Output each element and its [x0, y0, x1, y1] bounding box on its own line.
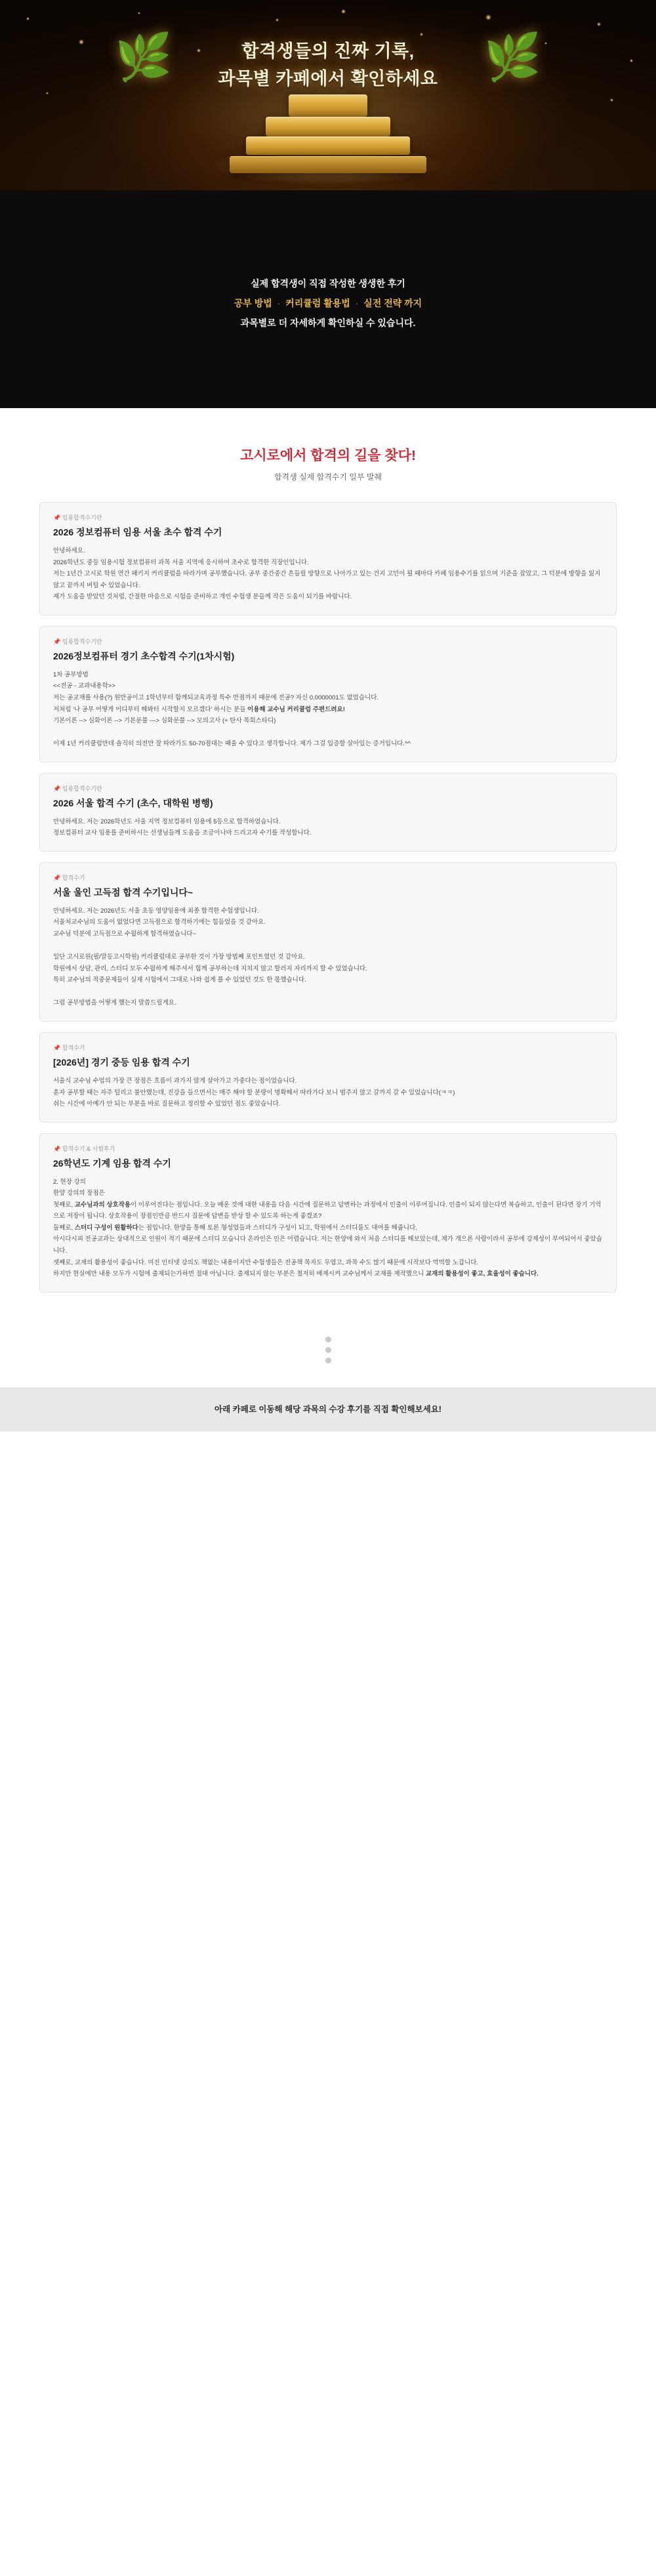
card-tagline	[53, 1043, 603, 1052]
footer-cta[interactable]	[0, 1388, 656, 1432]
sparkle-icon	[341, 9, 346, 14]
hero-title	[0, 38, 656, 93]
dot-3	[325, 1358, 331, 1363]
card-title[interactable]: 2026 서울 합격 수기 (초수, 대학원 병행)	[53, 797, 213, 808]
intro-line-3: 과목별로 더 자세하게 확인하실 수 있습니다.	[240, 318, 416, 328]
podium-tier-2	[266, 117, 390, 136]
list-item[interactable]	[39, 626, 617, 762]
card-tagline-text: 합격수기	[62, 874, 85, 881]
card-tagline-text: 합격수기 & 시험후기	[62, 1145, 115, 1152]
pin-icon: 📌	[53, 785, 61, 792]
intro-separator: ·	[277, 298, 281, 308]
review-card-list	[0, 502, 656, 1323]
card-tagline	[53, 873, 603, 882]
sparkle-icon	[420, 33, 423, 36]
intro-line-1: 실제 합격생이 직접 작성한 생생한 후기	[251, 278, 405, 289]
laurel-wreath-right-icon: 🌿	[483, 31, 541, 83]
page-subtitle: 합격생 실제 합격수기 일부 발췌	[274, 472, 382, 482]
scroll-dots-icon	[0, 1323, 656, 1388]
sparkle-icon	[276, 18, 279, 22]
card-title[interactable]: 서울 울인 고득점 합격 수기입니다~	[53, 886, 194, 898]
intro-keyword-strategy: 실전 전략	[363, 298, 402, 308]
intro-keyword-tail: 까지	[404, 298, 422, 308]
pin-icon: 📌	[53, 1145, 61, 1152]
sparkle-icon	[485, 14, 491, 20]
card-title[interactable]: 2026정보컴퓨터 경기 초수합격 수기(1차시험)	[53, 650, 235, 661]
page-title: 고시로에서 합격의 길을 찾다!	[240, 448, 416, 463]
card-body: 안녕하세요. 2026학년도 중등 임용시험 정보컴퓨터 과목 서울 지역에 응시하여 초수로 합격한 직장인입니다. 저는 1년간 고시로 학원 연간 패키지 커리큘럼을 따라가며 공부했습니다. 공부 중간중간 흔들릴 방향으로 나아가고 있는 건지 고민이 될 때마다 카페 임용수기를 읽으며 기준을 잡았고, 그 덕분에 방향을 잃지 않고 끝까지 버틸 수 있었습니다. 제가 도움을 받았던 것처럼, 간절한 마음으로 시험을 준비하고 개인 수험생 분들께 작은 도움이 되기를 바랍니다.	[53, 547, 601, 601]
pin-icon: 📌	[53, 638, 61, 645]
list-item[interactable]	[39, 1032, 617, 1123]
hero-title-line-1: 합격생들의 진짜 기록,	[241, 41, 415, 61]
card-tagline-text: 임용합격수기란	[62, 638, 102, 645]
intro-copy-block	[0, 190, 656, 408]
intro-line-2	[0, 297, 656, 310]
list-item[interactable]	[39, 1133, 617, 1293]
card-tagline	[53, 513, 603, 522]
card-tagline-text: 합격수기	[62, 1044, 85, 1051]
intro-keyword-study-method: 공부 방법	[234, 298, 272, 308]
card-body: 안녕하세요. 저는 2026년도 서울 초등 영양임용에 최종 합격한 수험생입니다. 서울처교수님의 도움이 없었다면 고득점으로 합격하기에는 힘들었을 것 같아요. 교수님 덕분에 고득점으로 수월하게 합격하였습니다~ 일단 고시로원(필/말등고시학원) 커리큘럼대로 공부한 것이 가장 방법째 포인트였던 것 같아요. 학원에서 상담, 관리, 스터디 모두 수월하게 해주셔서 힘께 공부하는데 지치지 않고 할러지 자리까지 할 수 있었습니다. 특히 교수님의 적중문제들이 실제 시험에서 그대로 나와 쉽게 풀 수 있었던 것도 한 몫했습니다. 그럼 공부방법을 어떻게 했는지 말씀드릴게요.	[53, 907, 367, 1007]
footer-cta-text: 아래 카페로 이동해 해당 과목의 수강 후기를 직접 확인해보세요!	[215, 1404, 441, 1414]
card-body: 1차 공부방법 <<전공 - 교과내용학>> 저는 공교재를 사용(?) 원만공이고 1학년부터 함께되교육과정 특수 만점까지 때문에 전공? 자신 0.0000001도 없었습니다. 저처럼 '나 공부 어떻게 어디부터 해봐터 시작할지 모르겠다' 하시는 분들 이용해 교수님 커리큘럼 주편드려요! 기본이론 --> 심화이론 --> 기본문풀 ---> 심화문풀 --> 모의고사 (+ 탄사 목회스타디) 이제 1년 커리큘럼만데 솔직히 의전만 잘 따라가도 50-70점대는 때울 수 있다고 생각합니다. 제가 그걸 입증할 살아있는 증거입니다.^^	[53, 671, 411, 748]
pin-icon: 📌	[53, 1044, 61, 1051]
pin-icon: 📌	[53, 874, 61, 881]
card-body: 서울식 교수님 수업의 가장 큰 장점은 흐름이 과가지 않게 살아가고 가중다는 점이었습니다. 훈자 공부할 때는 자주 털리고 불안했는데, 진강을 들으면서는 매주 해야 할 분량이 명확해서 따라가다 보니 범주지 않고 갈까지 갈 수 있었습니다(ㅋㅋ) 쉬는 시간에 아예가 안 되는 부분을 바로 질문하고 정리할 수 있었던 점도 좋았습니다.	[53, 1077, 455, 1108]
card-tagline	[53, 784, 603, 793]
card-body: 안녕하세요. 저는 2026학년도 서울 지역 정보컴퓨터 임용에 5등으로 합격하였습니다. 정보컴퓨터 교사 임용를 준비하시는 선생님들께 도움을 조금이나마 드리고자 수기를 작성합니다.	[53, 818, 312, 837]
intro-separator: ·	[355, 298, 359, 308]
hero-banner	[0, 0, 656, 190]
card-title[interactable]: [2026년] 경기 중등 임용 합격 수기	[53, 1056, 190, 1068]
podium-base	[230, 156, 426, 173]
intro-keyword-curriculum: 커리큘럼 활용법	[285, 298, 350, 308]
podium-tier-1	[289, 94, 367, 117]
sparkle-icon	[610, 98, 613, 102]
sparkle-icon	[597, 22, 601, 26]
card-body: 2. 현장 강의 한양 강의의 장점은 첫째로, 교수님과의 상호작용이 이루어진다는 점입니다. 오늘 배운 것에 대한 내용을 다음 시간에 질문하고 답변하는 과정에서 인출이 이루어집니다. 인출이 되지 않는다면 복습하고, 인출이 된다면 장기 기억으로 저장이 됩니다. 상호작용이 장점인만큼 반드시 질문에 답변을 받상 할 수 있도록 하는게 좋겠죠? 둘째로, 스터디 구성이 원활하다는 점입니다. 한양을 통해 토론 형성었들과 스터디가 구성이 되고, 학원에서 스터디룸도 대여를 해줍니다. 아시다시피 전공교과는 상대적으로 인원이 적기 때문에 스터디 모습니다 온라인은 인은 어렵습니다. 저는 한양에 와서 처음 스터디를 해보았는데, 제가 개으론 사람이라서 공부에 강제성이 부여되어서 좋았습니다. 셋째로, 교재의 활용성이 좋습니다. 미진 인터넷 강의도 책없는 내용이지만 수험생들은 전공책 목자도 무엽고, 과목 수도 많기 때문에 시작보다 먹먹할 노갑니다. 하지만 현실에만 내용 모두가 시험에 출제되는가하면 절대 아닙니다. 출제되지 않는 부분은 철저히 배제시켜 교수님께서 교재를 제작했으니 교재의 활용성이 좋고, 효율성이 좋습니다.	[53, 1178, 602, 1278]
card-title[interactable]: 26학년도 기계 임용 합격 수기	[53, 1157, 171, 1169]
laurel-wreath-left-icon: 🌿	[115, 31, 173, 83]
card-title[interactable]: 2026 정보컴퓨터 임용 서울 초수 합격 수기	[53, 527, 222, 537]
list-item[interactable]	[39, 773, 617, 852]
section-header	[0, 408, 656, 502]
hero-title-line-2: 과목별 카페에서 확인하세요	[218, 68, 438, 89]
list-item[interactable]	[39, 862, 617, 1022]
pin-icon: 📌	[53, 514, 61, 521]
sparkle-icon	[26, 17, 30, 20]
dot-2	[325, 1347, 331, 1353]
winner-podium-icon	[230, 94, 426, 173]
podium-tier-3	[246, 136, 410, 155]
card-tagline-text: 임용합격수기란	[62, 514, 102, 521]
card-tagline	[53, 637, 603, 646]
card-tagline-text: 임용합격수기란	[62, 785, 102, 792]
dot-1	[325, 1337, 331, 1342]
sparkle-icon	[138, 12, 140, 14]
list-item[interactable]	[39, 502, 617, 615]
card-tagline	[53, 1144, 603, 1153]
